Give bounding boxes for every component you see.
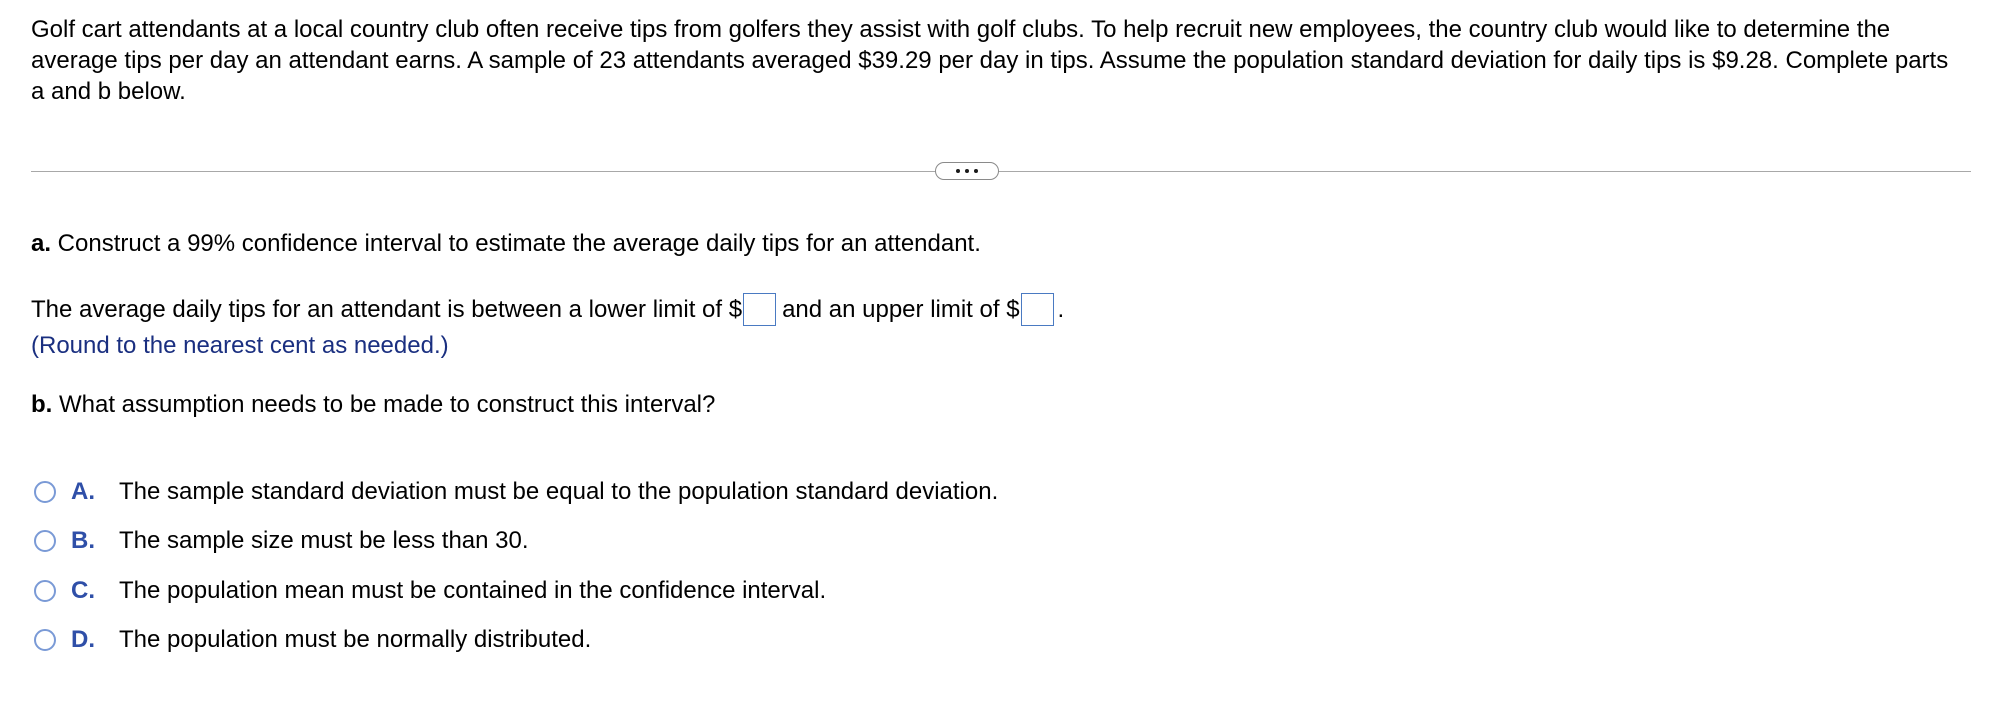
answer-suffix-text: . [1057, 295, 1065, 323]
choice-c[interactable] [34, 566, 998, 616]
answer-prefix-text: The average daily tips for an attendant is between a lower limit of $ [31, 295, 743, 323]
part-a-question-text: Construct a 99% confidence interval to estimate the average daily tips for an attendant. [51, 230, 981, 257]
radio-button-icon[interactable] [34, 530, 56, 552]
part-a-label: a. [31, 230, 52, 257]
part-b-question-text: What assumption needs to be made to construct this interval? [52, 391, 716, 418]
choice-text: The sample standard deviation must be equal to the population standard deviation. [119, 477, 999, 505]
choice-d[interactable] [34, 616, 998, 666]
problem-statement: Golf cart attendants at a local country club often receive tips from golfers they assist with golf clubs. To help recruit new employees, the country club would like to determine the average tips per day an attendant earns. A sample of 23 attendants averaged $39.29 per day in tips. Assume the population standard deviation for daily tips is $9.28. Complete parts a and b below. [31, 16, 1949, 105]
ellipsis-icon [956, 169, 960, 173]
radio-button-icon[interactable] [34, 629, 56, 651]
ellipsis-icon [965, 169, 969, 173]
choice-letter: C. [71, 576, 95, 604]
choice-text: The population must be normally distributed. [119, 626, 592, 654]
choice-text: The population mean must be contained in the confidence interval. [119, 576, 827, 604]
choice-letter: A. [71, 477, 95, 505]
rounding-hint: (Round to the nearest cent as needed.) [31, 332, 449, 359]
upper-limit-input[interactable] [1021, 293, 1054, 326]
choice-b[interactable] [34, 517, 998, 567]
part-b-label: b. [31, 391, 53, 418]
choice-list [34, 467, 998, 665]
expand-more-button[interactable] [935, 162, 999, 180]
choice-text: The sample size must be less than 30. [119, 527, 529, 555]
answer-middle-text: and an upper limit of $ [782, 295, 1020, 323]
choice-a[interactable] [34, 467, 998, 517]
ellipsis-icon [974, 169, 978, 173]
part-a-question [31, 229, 981, 259]
radio-button-icon[interactable] [34, 481, 56, 503]
choice-letter: B. [71, 527, 95, 555]
part-a-answer-line [31, 293, 1064, 326]
section-divider [31, 171, 1971, 172]
lower-limit-input[interactable] [743, 293, 776, 326]
radio-button-icon[interactable] [34, 580, 56, 602]
part-b-question [31, 390, 715, 420]
choice-letter: D. [71, 626, 95, 654]
